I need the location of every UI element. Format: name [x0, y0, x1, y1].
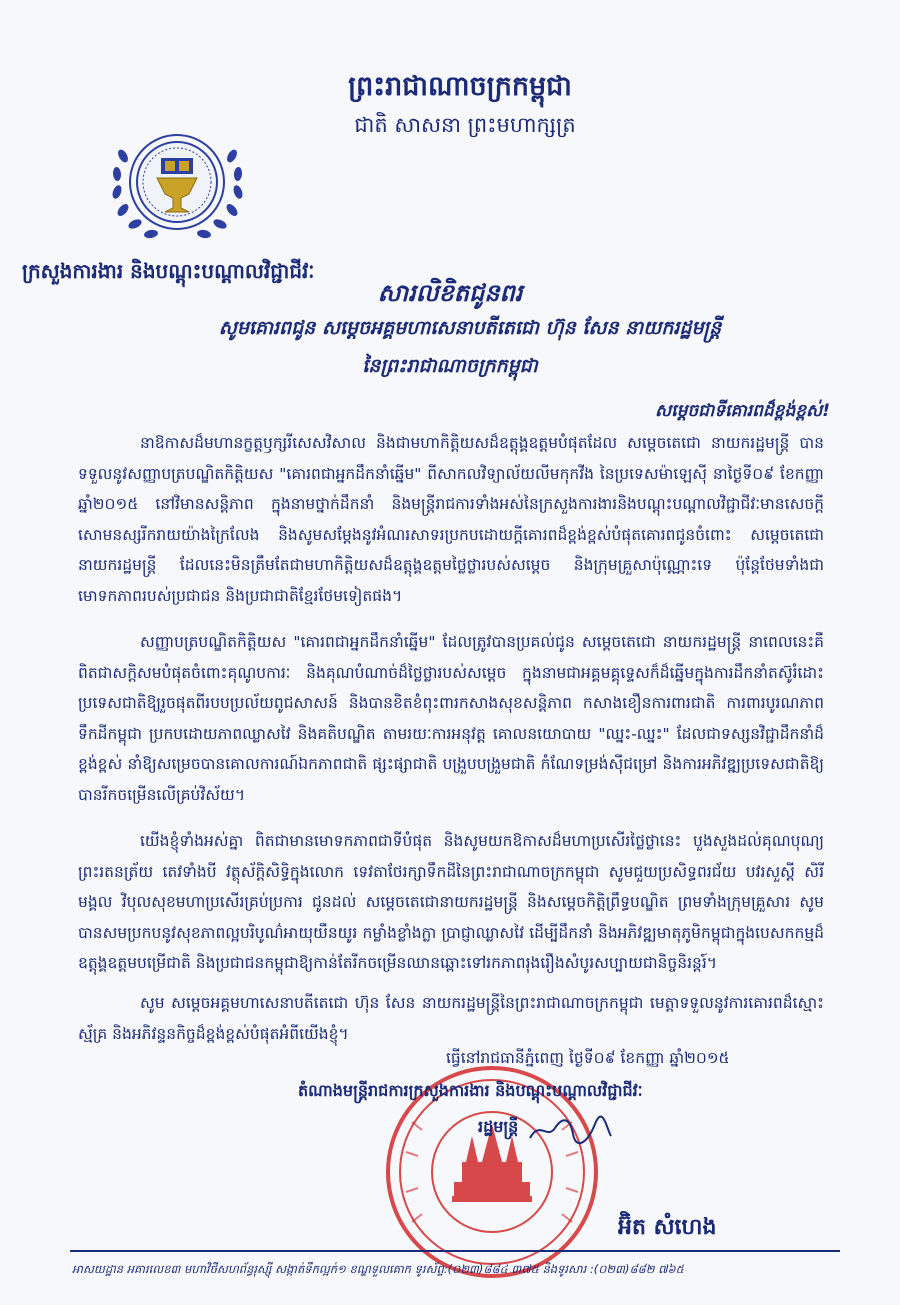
letter-subtitle: សូមគោរពជូន សម្តេចអគ្គមហាសេនាបតីតេជោ ហ៊ុន សែន នាយករដ្ឋមន្ត្រី [218, 317, 722, 339]
ministry-name: ក្រសួងការងារ និងបណ្តុះបណ្តាលវិជ្ជាជីវៈ [22, 259, 315, 283]
kingdom-heading: ព្រះរាជាណាចក្រកម្ពុជា [348, 71, 572, 102]
paragraph-2: សញ្ញាបត្របណ្ឌិតកិត្តិយស "គោរពជាអ្នកដឹកនាំឆ្នើម" ដែលត្រូវបានប្រគល់ជូន សម្តេចតេជោ នាយករដ្ឋមន្ត្រី នាពេលនេះគឺពិតជាសក្តិសមបំផុតចំពោះគុណូបការៈ និងគុណបំណាច់ដ៏ថ្លៃថ្លារបស់សម្តេច ក្នុងនាមជាអគ្គមគ្គុទ្ទេសក៏ដ៏ឆ្នើមក្នុងការដឹកនាំតស៊ូរំដោះប្រទេសជាតិឱ្យរួចផុតពីរបបប្រល័យពូជសាសន៍ និងបានខិតខំពុះពារកសាងសុខសន្តិភាព កសាងខឿនការពារជាតិ ការពារបូរណភាពទឹកដីកម្ពុជា ប្រកបដោយភាពឈ្លាសវៃ និងគតិបណ្ឌិត តាមរយៈការអនុវត្ត គោលនយោបាយ "ឈ្នះ-ឈ្នះ" ដែលជាទស្សនវិជ្ជាដឹកនាំដ៏ខ្ពង់ខ្ពស់ នាំឱ្យសម្រេចបានគោលការណ៍ឯកភាពជាតិ ផ្សះផ្សាជាតិ បង្រួបបង្រួមជាតិ កំណែទម្រង់ស៊ីជម្រៅ និងការអភិវឌ្ឍប្រទេសជាតិឱ្យបានរីកចម្រើនលើគ្រប់វិស័យ។ [78, 633, 824, 804]
signatory-title: រដ្ឋមន្ត្រី [478, 1117, 519, 1136]
signature-icon [525, 1110, 615, 1150]
footer-divider [70, 1250, 840, 1252]
footer-address: អាសយដ្ឋាន អគារលេខ៣ មហាវិថីសហព័ន្ធរុស្ស៊ី សង្កាត់ទឹកល្អក់១ ខណ្ឌទួលគោក ទូរស័ព្ទ:(០២៣)៨៨៤ ៣៧៥ និងទូរសារ :(០២៣)៨៨២ ៧៦៥ [72, 1262, 684, 1276]
paragraph-3: យើងខ្ញុំទាំងអស់គ្នា ពិតជាមានមោទកភាពជាទីបំផុត និងសូមយកឱកាសដ៏មហាប្រសើរថ្លៃថ្លានេះ បួងសួងដល់គុណបុណ្យព្រះរតនត្រ័យ តេវទាំងបី វត្ថុស័ក្តិសិទ្ធិក្នុងលោក ទេវតាថែរក្សាទឹកដីនៃព្រះរាជាណាចក្រកម្ពុជា សូមជួយប្រសិទ្ធពរជ័យ បវរសួស្តី សិរីមង្គល វិបុលសុខមហាប្រសើរគ្រប់ប្រការ ជូនដល់ សម្តេចតេជោនាយករដ្ឋមន្ត្រី និងសម្តេចកិត្តិព្រឹទ្ធបណ្ឌិត ព្រមទាំងក្រុមគ្រួសារ សូមបានសមប្រកបនូវសុខភាពល្អបរិបូណ៌អាយុយឺនយូរ កម្លាំងខ្លាំងក្លា ប្រាជ្ញាឈ្លាសវៃ ដើម្បីដឹកនាំ និងអភិវឌ្ឍមាតុភូមិកម្ពុជាក្នុងបេសកកម្មដ៏ឧត្តុង្គឧត្តមបម្រើជាតិ និងប្រជាជនកម្ពុជាឱ្យកាន់តែរីកចម្រើនឈានឆ្ពោះទៅរកភាពរុងរឿងសំបូរសប្បាយជានិច្ចនិរន្តរ៍។ [78, 832, 824, 972]
ministry-emblem-icon [105, 120, 250, 250]
paragraph-1: នាឱកាសដ៏មហានក្ខត្តឫក្សរីសេសវិសាល និងជាមហាកិត្តិយសដ៏ឧត្តុង្គឧត្តមបំផុតដែល សម្តេចតេជោ នាយករដ្ឋមន្ត្រី បានទទួលនូវសញ្ញាបត្របណ្ឌិតកិត្តិយស "គោរពជាអ្នកដឹកនាំឆ្នើម" ពីសាកលវិទ្យាល័យលីមកុកវីង នៃប្រទេសម៉ាឡេស៊ី នាថ្ងៃទី០៩ ខែកញ្ញា ឆ្នាំ២០១៥ នៅវិមានសន្តិភាព ក្នុងនាមថ្នាក់ដឹកនាំ និងមន្ត្រីរាជការទាំងអស់នៃក្រសួងការងារនិងបណ្តុះបណ្តាលវិជ្ជាជីវៈមានសេចក្តីសោមនស្សរីករាយយ៉ាងក្រៃលែង និងសូមសម្តែងនូវអំណរសាទរប្រកបដោយក្តីគោរពដ៏ខ្ពង់ខ្ពស់បំផុតគោរពជូនចំពោះ សម្តេចតេជោនាយករដ្ឋមន្ត្រី ដែលនេះមិនត្រឹមតែជាមហាកិត្តិយសដ៏ឧត្តុង្គឧត្តមថ្លៃថ្លារបស់សម្តេច និងក្រុមគ្រួសាប៉ុណ្ណោះទេ ប៉ុន្តែថែមទាំងជាមោទកភាពរបស់ប្រជាជន និងប្រជាជាតិខ្មែរថែមទៀតផង។ [78, 434, 824, 605]
paragraph-4: សូម សម្តេចអគ្គមហាសេនាបតីតេជោ ហ៊ុន សែន នាយករដ្ឋមន្ត្រីនៃព្រះរាជាណាចក្រកម្ពុជា មេត្តាទទួលនូវការគោរពដ៏ស្មោះស្ម័គ្រ និងអភិវន្ទនកិច្ចដ៏ខ្ពង់ខ្ពស់បំផុតអំពីយើងខ្ញុំ។ [78, 994, 824, 1043]
signatory-name: អ៊ិត សំហេង [618, 1215, 717, 1240]
national-motto: ជាតិ សាសនា ព្រះមហាក្សត្រ [354, 113, 576, 137]
letter-subtitle-2: នៃព្រះរាជាណាចក្រកម្ពុជា [362, 355, 538, 377]
signatory-for: តំណាងមន្ត្រីរាជការក្រសួងការងារ និងបណ្តុះបណ្តាលវិជ្ជាជីវៈ [298, 1081, 643, 1100]
salutation: សម្តេចជាទីគោរពដ៏ខ្ពង់ខ្ពស់! [654, 401, 830, 421]
date-line: ធ្វើនៅរាជធានីភ្នំពេញ ថ្ងៃទី០៩ ខែកញ្ញា ឆ្នាំ២០១៥ [446, 1049, 730, 1067]
letter-title: សារលិខិតជូនពរ [377, 279, 523, 307]
